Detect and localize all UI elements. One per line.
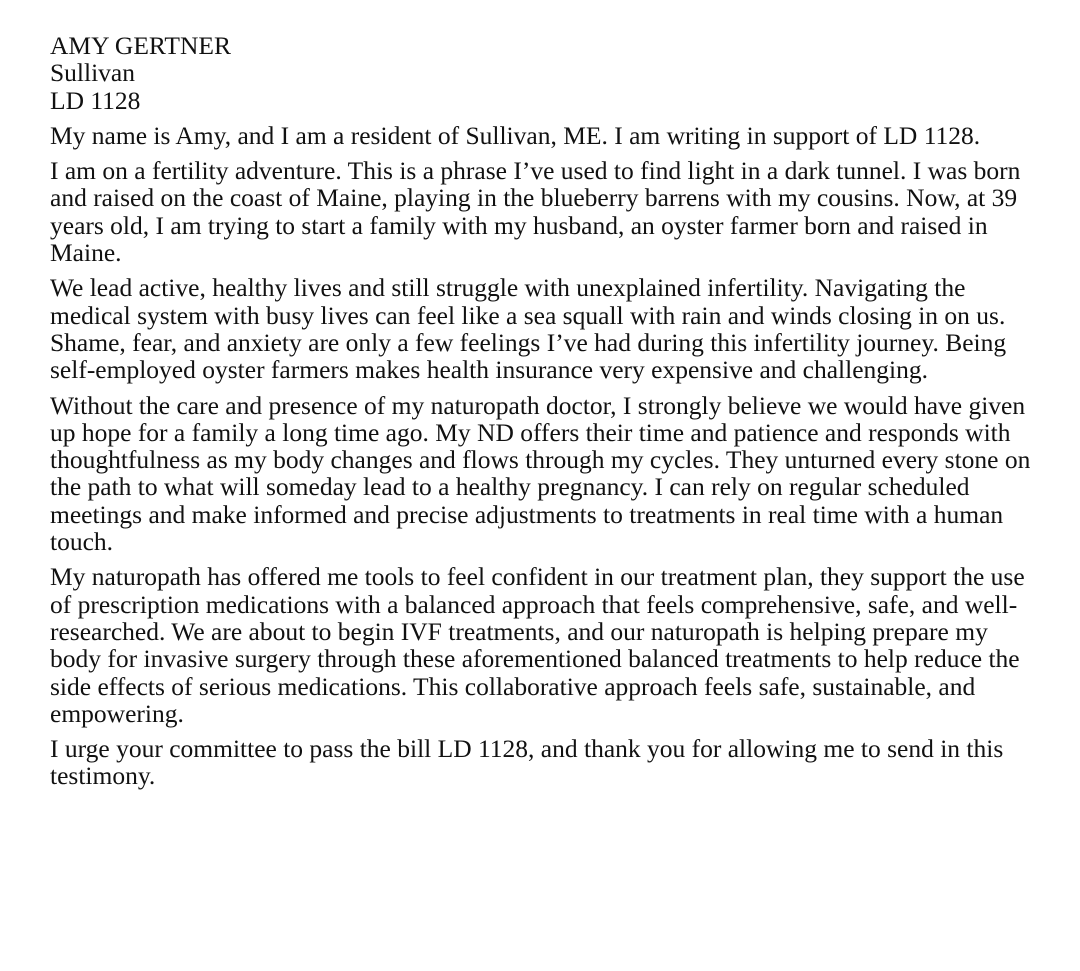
author-town: Sullivan [50, 58, 136, 88]
paragraph-fertility-adventure: I am on a fertility adventure. This is a phrase I’ve used to find light in a dark tunnel. I was born and raised on the coast of Maine, playing in the blueberry barrens with my cousins. Now, at 39 years old, I am trying to start a family with my husband, an oyster farmer born and raised in Maine. [50, 156, 1021, 268]
testimony-document [50, 32, 1040, 790]
paragraph-naturopath-care: Without the care and presence of my naturopath doctor, I strongly believe we would have given up hope for a family a long time ago. My ND offers their time and patience and responds with thoughtfulness as my body changes and flows through my cycles. They unturned every stone on the path to what will someday lead to a healthy pregnancy. I can rely on regular scheduled meetings and make informed and precise adjustments to treatments in real time with a human touch. [50, 390, 1031, 557]
paragraph-infertility-struggle: We lead active, healthy lives and still struggle with unexplained infertility. Navigating the medical system with busy lives can feel like a sea squall with rain and winds closing in on us. Shame, fear, and anxiety are only a few feelings I’ve had during this infertility journey. Being self-employed oyster farmers makes health insurance very expensive and challenging. [50, 273, 1007, 385]
author-name: AMY GERTNER [50, 31, 231, 60]
document-header [50, 32, 1040, 114]
paragraph-treatment-plan: My naturopath has offered me tools to feel confident in our treatment plan, they support the use of prescription medications with a balanced approach that feels comprehensive, safe, and well-researched. We are about to begin IVF treatments, and our naturopath is helping prepare my body for invasive surgery through these aforementioned balanced treatments to help reduce the side effects of serious medications. This collaborative approach feels safe, sustainable, and empowering. [50, 562, 1025, 728]
paragraph-intro: My name is Amy, and I am a resident of Sullivan, ME. I am writing in support of LD 1128. [50, 120, 981, 150]
bill-number: LD 1128 [50, 85, 141, 115]
paragraph-closing: I urge your committee to pass the bill LD 1128, and thank you for allowing me to send in this testimony. [50, 734, 1004, 791]
